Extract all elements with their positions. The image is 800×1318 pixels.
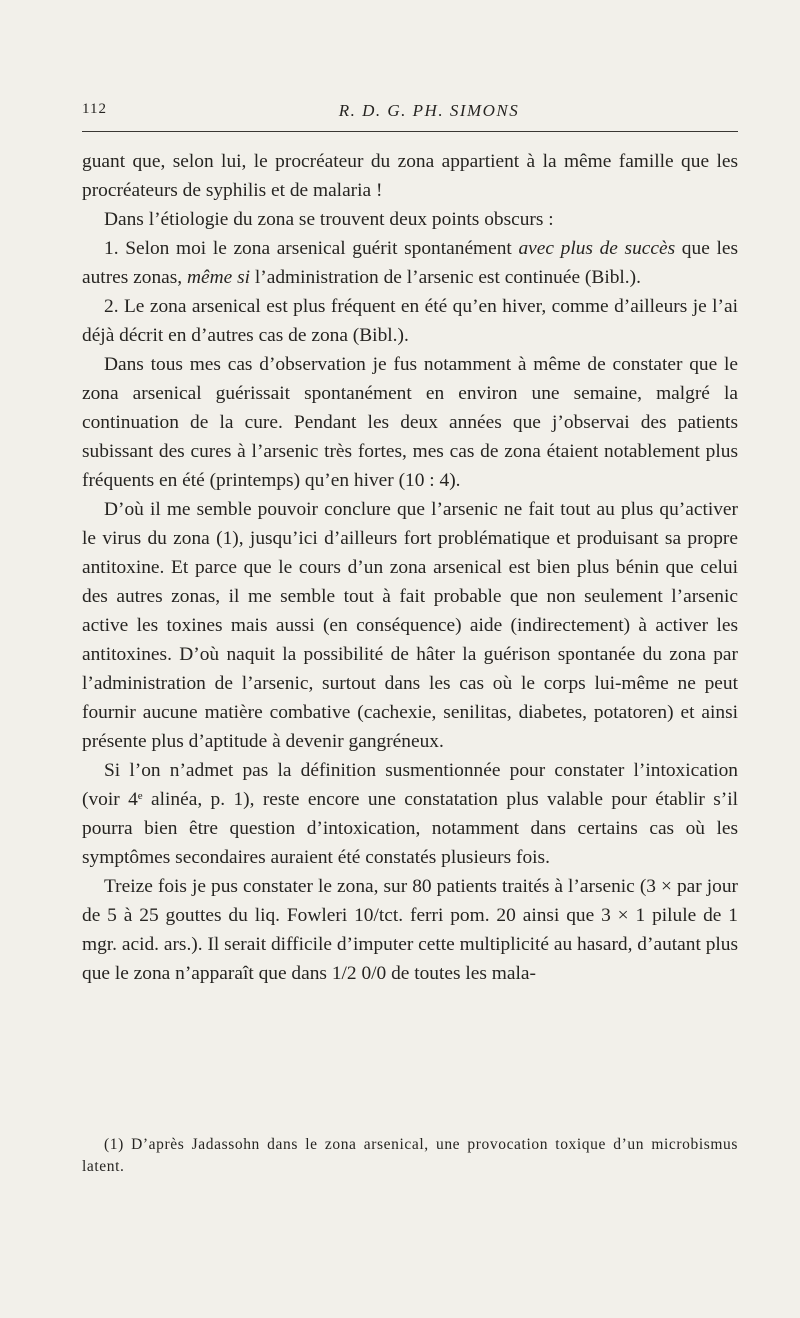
point-1-text-c: l’administration de l’arsenic est continuée (Bibl.).: [250, 267, 641, 288]
running-head-author: R. D. G. PH. SIMONS: [338, 101, 520, 120]
paragraph-conclusion: D’où il me semble pouvoir conclure que l’arsenic ne fait tout au plus qu’activer le virus du zona (1), jusqu’ici d’ailleurs fort problématique et produisant sa propre antitoxine. Et parce que le cours d’un zona arsenical est bien plus bénin que celui des autres zonas, il me semble tout à fait probable que non seulement l’arsenic active les toxines mais aussi (en conséquence) aide (indirectement) à activer les antitoxines. D’où naquit la possibilité de hâter la guérison spontanée du zona par l’administration de l’arsenic, surtout dans les cas où le corps lui-même ne peut fournir aucune matière combative (cachexie, senilitas, diabetes, potatoren) et ainsi présente plus d’aptitude à devenir gangréneux.: [82, 499, 738, 752]
paragraph-observation: Dans tous mes cas d’observation je fus notamment à même de constater que le zona arsenical guérissait spontanément en environ une semaine, malgré la continuation de la cure. Pendant les deux années que j’observai des patients subissant des cures à l’arsenic très fortes, mes cas de zona étaient notablement plus fréquents en été (printemps) qu’en hiver (10 : 4).: [82, 354, 738, 491]
point-1-emphasis-b: même si: [187, 267, 251, 288]
body-text: [82, 147, 738, 988]
footnote-1: (1) D’après Jadassohn dans le zona arsenical, une provocation toxique d’un microbismus latent.: [82, 1136, 738, 1175]
page-number: 112: [82, 101, 107, 117]
point-1-text-a: 1. Selon moi le zona arsenical guérit spontanément: [104, 238, 519, 259]
intoxication-text-b: alinéa, p. 1), reste encore une constatation plus valable pour établir s’il pourra bien être question d’intoxication, notamment dans certains cas où les symptômes secondaires auraient été constatés plusieurs fois.: [82, 789, 738, 868]
point-1-emphasis-a: avec plus de succès: [518, 238, 676, 259]
footnotes: [82, 1134, 738, 1178]
point-1-text-b: que les autres zonas,: [82, 238, 738, 288]
paragraph-intoxication: [82, 756, 738, 872]
header-rule: [82, 131, 738, 132]
paragraph-continuation: guant que, selon lui, le procréateur du zona appartient à la même famille que les procréateurs de syphilis et de malaria !: [82, 151, 738, 201]
intoxication-text-a: Si l’on n’admet pas la définition susmentionnée pour constater l’intoxication (voir 4: [82, 760, 738, 810]
running-head: [82, 101, 738, 125]
paragraph-treize-fois: Treize fois je pus constater le zona, sur 80 patients traités à l’arsenic (3 × par jour de 5 à 25 gouttes du liq. Fowleri 10/tct. ferri pom. 20 ainsi que 3 × 1 pilule de 1 mgr. acid. ars.). Il serait difficile d’imputer cette multiplicité au hasard, d’autant plus que le zona n’apparaît que dans 1/2 0/0 de toutes les mala-: [82, 876, 739, 984]
paragraph-etiologie: Dans l’étiologie du zona se trouvent deux points obscurs :: [104, 209, 554, 230]
paragraph-point-2: 2. Le zona arsenical est plus fréquent en été qu’en hiver, comme d’ailleurs je l’ai déjà décrit en d’autres cas de zona (Bibl.).: [82, 296, 738, 346]
paragraph-point-1: [82, 234, 738, 292]
superscript-e: e: [137, 790, 143, 802]
